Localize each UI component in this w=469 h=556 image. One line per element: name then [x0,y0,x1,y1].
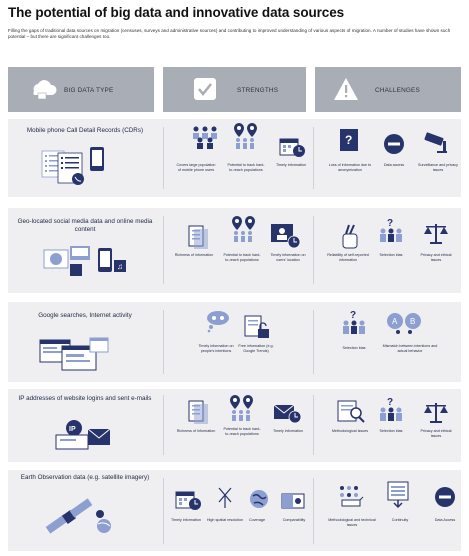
svg-text:IP: IP [69,426,76,433]
row-title: Geo-located social media data and online media content [17,218,153,233]
strength-caption: Timely information on users' location [270,253,306,262]
strength-caption: Timely information [171,518,201,522]
challenge-caption: Reliability of self-reported information [327,253,369,262]
strength-caption: Coverage [249,518,265,522]
divider [163,478,164,544]
page-title: The potential of big data and innovative data sources [8,5,345,20]
svg-text:A: A [392,317,398,326]
strength-caption: Covers large population of mobile phone users [176,163,216,172]
divider [313,216,314,284]
row-ip-addresses [8,389,461,462]
globe-icon [248,488,270,510]
population-icon [190,125,220,149]
challenge-caption: Surveillance and privacy issues [418,163,458,172]
cloud-database-icon [28,77,58,101]
scales-icon [423,222,449,246]
row-title: Mobile phone Call Detail Records (CDRs) [26,127,144,134]
challenge-caption: Selection bias [379,429,403,433]
divider [163,395,164,455]
crossed-fingers-icon [341,224,361,250]
map-pin-people-icon [231,216,257,244]
divider [313,310,314,374]
map-pin-people-icon [229,395,255,423]
no-entry-icon [383,133,405,155]
header-challenges-label: CHALLENGES [375,87,420,94]
intro-text: Filling the gaps of traditional data sources on migration (censuses, surveys and administrative sources) and contributing to improved understanding of various aspects of migration. A number of studies have shown such potential – but there are significant challenges too. [8,28,451,39]
header-strengths-label: STRENGTHS [237,87,279,94]
row-title: Earth Observation data (e.g. satellite imagery) [20,474,150,481]
divider [163,127,164,189]
strength-caption: Potential to track hard-to-reach populations [223,253,261,262]
thought-bubble-icon [205,310,231,334]
row-social-media [8,208,461,293]
strength-caption: Timely information [276,163,306,167]
challenge-caption: Selection bias [379,253,403,257]
challenge-caption: Data access [383,163,405,167]
selection-bias-icon [378,397,404,423]
surveillance-camera-icon [423,131,451,155]
svg-text:?: ? [387,397,394,408]
strength-caption: Potential to track hard-to-reach populations [227,163,265,172]
strength-caption: Free information (e.g. Google Trends) [238,344,274,353]
challenge-caption: Selection bias [342,346,366,350]
challenge-caption: Privacy and ethical issues [420,429,452,438]
strength-caption: Richness of information [176,429,216,433]
divider [163,310,164,374]
email-clock-icon [274,403,302,425]
row-mobile-cdrs [8,119,461,197]
methodology-magnifier-icon [338,401,366,425]
svg-text:?: ? [387,218,394,229]
ip-email-icon [56,419,116,453]
divider [313,395,314,455]
svg-text:B: B [410,317,416,326]
divider [163,216,164,284]
strength-caption: Comparability [282,518,306,522]
timeline-chart-icon [388,482,414,508]
strength-caption: Richness of information [174,253,214,257]
strength-caption: High spatial resolution [206,518,244,522]
satellite-icon [44,502,118,538]
row-title: Google searches, Internet activity [38,312,132,319]
user-location-clock-icon [271,224,301,250]
calendar-clock-icon [280,137,306,159]
challenge-caption: Mismatch between intentions and actual behavior [382,344,438,353]
divider [313,127,314,189]
pin-icon [216,486,234,508]
header-type-label: BIG DATA TYPE [64,87,114,94]
svg-text:?: ? [350,310,357,321]
document-icon [189,226,209,250]
strength-caption: Potential to track hard-to-reach populations [223,427,261,436]
divider [313,478,314,544]
challenge-caption: Continuity [391,518,409,522]
document-icon [189,401,209,425]
checkmark-icon [193,77,217,101]
challenge-caption: Methodological and technical issues [328,518,376,527]
row-title: IP addresses of website logins and sent e-mails [18,395,152,402]
svg-text:?: ? [345,133,353,147]
mismatch-ab-icon [386,312,424,338]
row-earth-observation [8,470,461,551]
selection-bias-icon [378,218,404,244]
unlocked-document-icon [245,316,271,342]
no-entry-icon [434,486,456,508]
comparison-icon [282,490,308,512]
challenge-caption: Privacy and ethical issues [420,253,452,262]
header-challenges [315,67,461,112]
social-media-icon [42,244,132,284]
question-document-icon [340,129,362,157]
challenge-caption: Data Access [434,518,456,522]
header-big-data-type [8,67,154,112]
calendar-clock-icon [176,490,202,512]
warning-icon [333,77,359,101]
challenge-caption: Loss of information due to anonymization [328,163,372,172]
map-pin-people-icon [233,123,259,151]
strength-caption: Timely information [273,429,303,433]
browser-windows-icon [40,338,110,374]
phone-records-icon [42,147,122,189]
header-strengths [163,67,306,112]
row-google-searches [8,302,461,382]
strength-caption: Timely information on people's intentions [198,344,234,353]
challenge-caption: Methodological issues [331,429,369,433]
data-grid-icon [338,484,364,508]
selection-bias-icon [341,310,367,336]
svg-text:♫: ♫ [117,262,123,271]
scales-icon [423,401,449,425]
